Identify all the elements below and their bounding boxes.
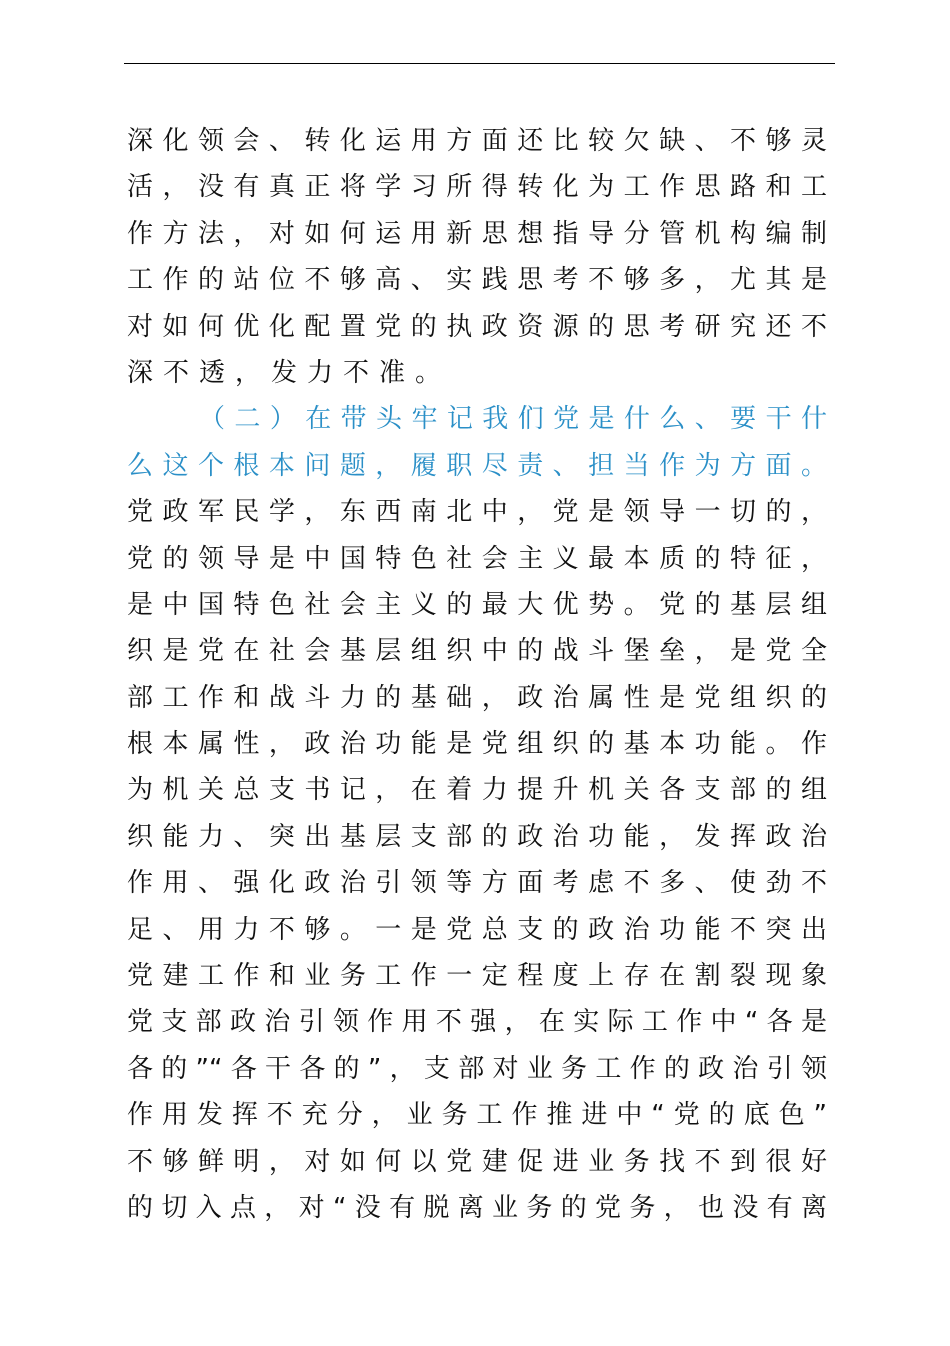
- document-body: [127, 118, 827, 1231]
- text-line: 根本属性，政治功能是党组织的基本功能。作: [127, 729, 827, 760]
- text-line: 党政军民学，东西南北中，党是领导一切的，: [127, 497, 827, 528]
- text-line: 为机关总支书记，在着力提升机关各支部的组: [127, 775, 827, 806]
- text-line: 党的领导是中国特色社会主义最本质的特征，: [127, 543, 827, 574]
- text-line: 作方法，对如何运用新思想指导分管机构编制: [127, 218, 827, 249]
- header-rule: [124, 63, 835, 64]
- text-line: 深化领会、转化运用方面还比较欠缺、不够灵: [127, 126, 827, 156]
- text-line: 织能力、突出基层支部的政治功能，发挥政治: [127, 821, 827, 852]
- section-heading-line: （二）在带头牢记我们党是什么、要干什: [199, 404, 827, 435]
- text-line: 各的”“各干各的”，支部对业务工作的政治引领: [127, 1053, 827, 1084]
- text-line: 工作的站位不够高、实践思考不够多，尤其是: [127, 265, 827, 296]
- section-heading-line: 么这个根本问题，履职尽责、担当作为方面。: [127, 450, 827, 481]
- text-line: 对如何优化配置党的执政资源的思考研究还不: [127, 311, 827, 342]
- text-line: 作用发挥不充分，业务工作推进中“党的底色”: [127, 1100, 827, 1131]
- text-line: 党建工作和业务工作一定程度上存在割裂现象: [127, 961, 827, 992]
- text-line: 党支部政治引领作用不强，在实际工作中“各是: [127, 1007, 827, 1038]
- text-line: 的切入点，对“没有脱离业务的党务，也没有离: [127, 1192, 827, 1223]
- text-line: 活，没有真正将学习所得转化为工作思路和工: [127, 172, 827, 203]
- text-line: 部工作和战斗力的基础，政治属性是党组织的: [127, 682, 827, 713]
- text-line: 不够鲜明，对如何以党建促进业务找不到很好: [127, 1146, 827, 1177]
- text-line: 是中国特色社会主义的最大优势。党的基层组: [127, 589, 827, 620]
- text-line: 足、用力不够。一是党总支的政治功能不突出: [127, 914, 827, 945]
- text-line: 深不透，发力不准。: [127, 357, 452, 388]
- text-line: 织是党在社会基层组织中的战斗堡垒，是党全: [127, 636, 827, 667]
- text-line: 作用、强化政治引领等方面考虑不多、使劲不: [127, 868, 827, 899]
